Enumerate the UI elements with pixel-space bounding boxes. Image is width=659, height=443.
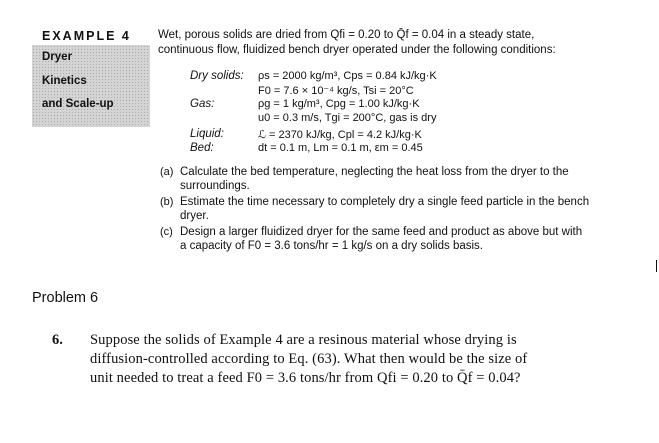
condition-label: Liquid: bbox=[190, 128, 224, 140]
condition-label: Bed: bbox=[190, 142, 214, 154]
condition-value: F0 = 7.6 × 10⁻⁴ kg/s, Tsi = 20°C bbox=[258, 85, 414, 97]
condition-value: u0 = 0.3 m/s, Tgi = 200°C, gas is dry bbox=[258, 112, 437, 124]
part-text: Design a larger fluidized dryer for the same feed and product as above but with bbox=[180, 226, 583, 238]
condition-label: Dry solids: bbox=[190, 70, 244, 82]
part-text: a capacity of F0 = 3.6 tons/hr = 1 kg/s on a dry solids basis. bbox=[180, 240, 483, 252]
condition-value: ℒ = 2370 kJ/kg, Cpl = 4.2 kJ/kg·K bbox=[258, 129, 422, 141]
condition-value: dt = 0.1 m, Lm = 0.1 m, εm = 0.45 bbox=[258, 142, 423, 154]
intro-line: Wet, porous solids are dried from Qfi = 0.20 to Q̄f = 0.04 in a steady state, bbox=[158, 29, 535, 41]
problem-line: unit needed to treat a feed F0 = 3.6 tons/hr from Qfi = 0.20 to Q̄f = 0.04? bbox=[90, 370, 521, 386]
condition-value: ρg = 1 kg/m³, Cpg = 1.00 kJ/kg·K bbox=[258, 98, 420, 110]
part-letter: (c) bbox=[160, 226, 173, 238]
part-letter: (a) bbox=[160, 166, 174, 178]
condition-label: Gas: bbox=[190, 98, 215, 110]
condition-value: ρs = 2000 kg/m³, Cps = 0.84 kJ/kg·K bbox=[258, 70, 437, 82]
side-title-line: Dryer bbox=[42, 51, 73, 63]
part-text: Calculate the bed temperature, neglecting the heat loss from the dryer to the bbox=[180, 166, 569, 178]
problem-heading: Problem 6 bbox=[32, 290, 99, 306]
part-text: surroundings. bbox=[180, 180, 250, 192]
example-side-title-box bbox=[32, 45, 150, 127]
part-letter: (b) bbox=[160, 196, 174, 208]
problem-number: 6. bbox=[52, 332, 63, 348]
part-text: dryer. bbox=[180, 210, 209, 222]
problem-line: Suppose the solids of Example 4 are a resinous material whose drying is bbox=[90, 332, 517, 348]
part-text: Estimate the time necessary to completely dry a single feed particle in the bench bbox=[180, 196, 590, 208]
side-title-line: and Scale-up bbox=[42, 98, 114, 110]
intro-line: continuous flow, fluidized bench dryer operated under the following conditions: bbox=[158, 44, 556, 56]
text-cursor bbox=[656, 260, 657, 272]
side-title-line: Kinetics bbox=[42, 75, 87, 87]
example-heading: EXAMPLE 4 bbox=[42, 29, 131, 43]
problem-line: diffusion-controlled according to Eq. (63). What then would be the size of bbox=[90, 351, 528, 367]
